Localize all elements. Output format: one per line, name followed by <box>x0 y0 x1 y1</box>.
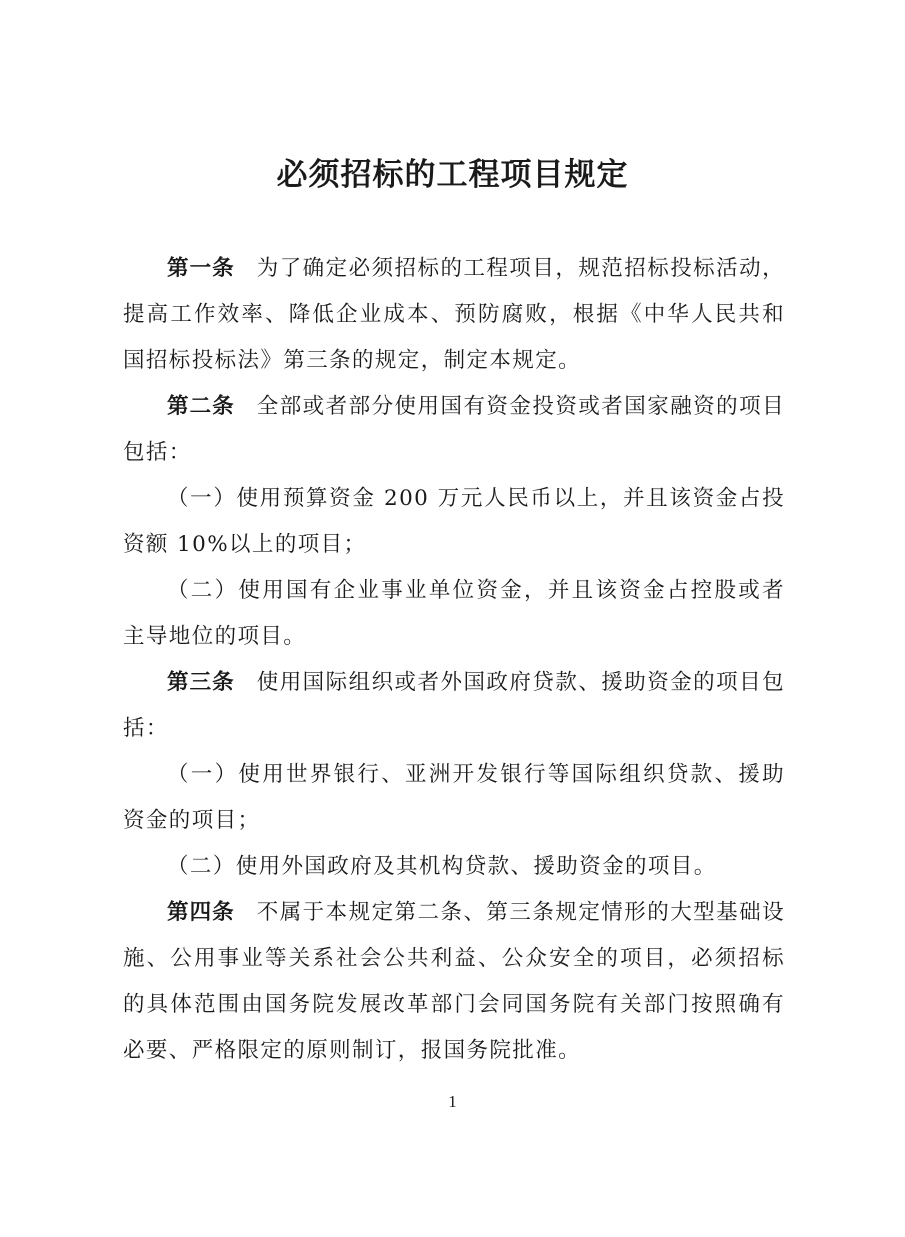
article-2-item-2 <box>123 568 785 660</box>
article-text: 全部或者部分使用国有资金投资或者国家融资的项目包括： <box>123 394 785 465</box>
document-body <box>123 246 785 1074</box>
article-text: 不属于本规定第二条、第三条规定情形的大型基础设施、公用事业等关系社会公共利益、公众安全的项目，必须招标的具体范围由国务院发展改革部门会同国务院有关部门按照确有必要、严格限定的原则制订，报国务院批准。 <box>123 900 785 1063</box>
article-1 <box>123 246 785 384</box>
article-3 <box>123 660 785 752</box>
item-text: （二）使用国有企业事业单位资金，并且该资金占控股或者主导地位的项目。 <box>123 578 785 649</box>
article-3-item-2 <box>123 844 785 890</box>
article-2-item-1 <box>123 476 785 568</box>
article-heading: 第二条 <box>167 394 235 419</box>
item-text: （二）使用外国政府及其机构贷款、援助资金的项目。 <box>167 854 717 879</box>
page-number: 1 <box>448 1092 457 1111</box>
article-heading: 第三条 <box>167 670 235 695</box>
article-heading: 第一条 <box>167 256 235 281</box>
article-heading: 第四条 <box>167 900 235 925</box>
article-3-item-1 <box>123 752 785 844</box>
article-text: 使用国际组织或者外国政府贷款、援助资金的项目包括： <box>123 670 785 741</box>
item-text: （一）使用世界银行、亚洲开发银行等国际组织贷款、援助资金的项目； <box>123 762 785 833</box>
item-text: （一）使用预算资金 200 万元人民币以上，并且该资金占投资额 10%以上的项目； <box>123 486 785 557</box>
article-4 <box>123 890 785 1074</box>
document-title: 必须招标的工程项目规定 <box>276 157 629 193</box>
article-2 <box>123 384 785 476</box>
article-text: 为了确定必须招标的工程项目，规范招标投标活动，提高工作效率、降低企业成本、预防腐败，根据《中华人民共和国招标投标法》第三条的规定，制定本规定。 <box>123 256 785 373</box>
